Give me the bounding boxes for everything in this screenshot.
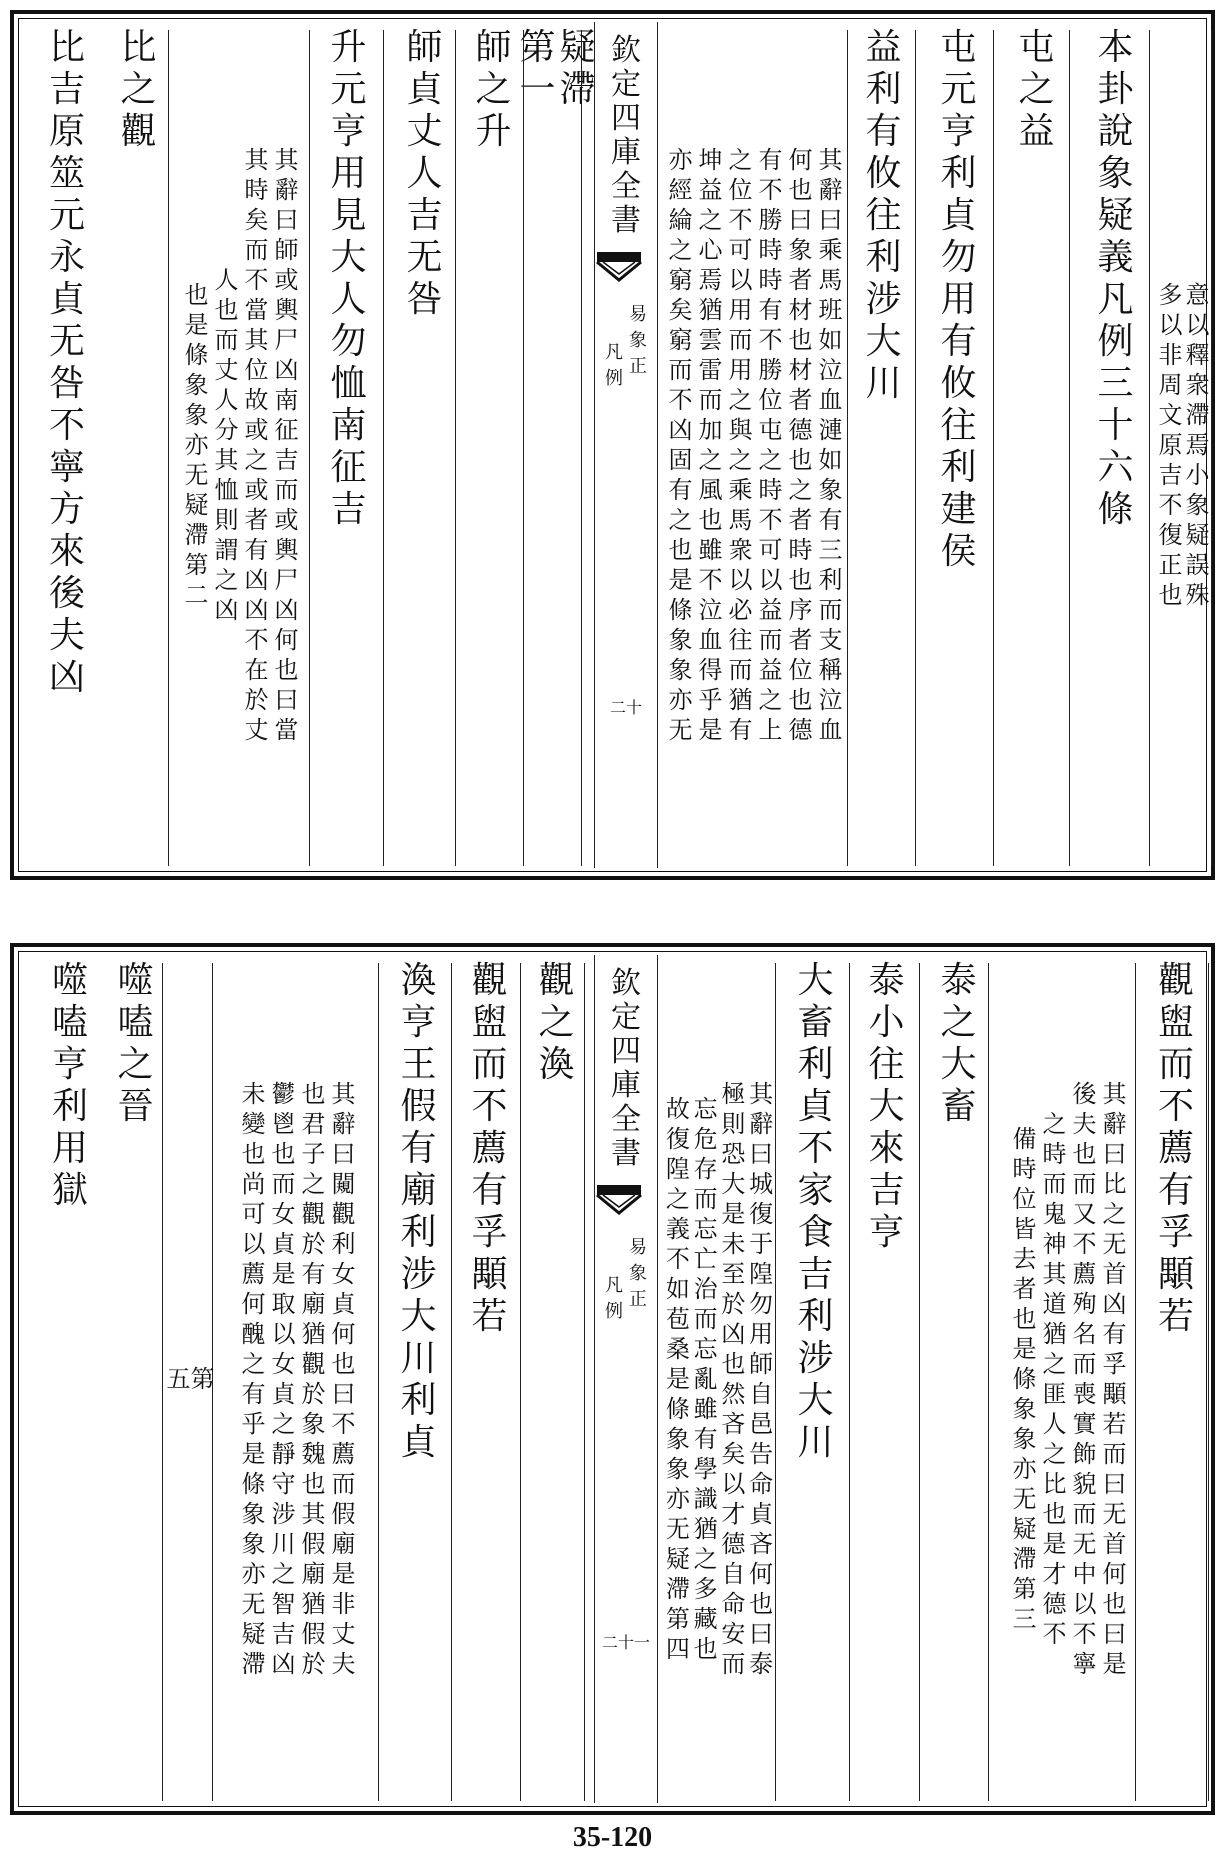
text-line: 亦 經 綸 之 窮 矣 窮 而 不 凶 固 有 之 也 是 條 象 象 亦 无 [668,146,693,744]
text-line: 後 夫 也 而 又 不 薦 殉 名 而 喪 實 飾 貌 而 无 中 以 不 寧 [1072,1080,1097,1678]
commentary-column [1004,963,1136,1801]
main-text-column [34,27,100,866]
text-line: 其 辭 曰 比 之 无 首 凶 有 孚 顒 若 而 曰 无 首 何 也 曰 是 [1102,1080,1127,1678]
text-line: 比 之 觀 [120,27,157,152]
main-text-column [854,960,920,1801]
text-line: 人 也 而 丈 人 分 其 恤 則 謂 之 凶 [214,266,239,624]
book-title: 欽 定 四 庫 全 書 [611,966,641,1171]
text-line: 第 一 [519,27,556,110]
text-line: 第 [190,1365,215,1393]
text-line: 忘 危 存 而 忘 亡 治 而 忘 亂 雖 有 學 識 猶 之 多 藏 也 [693,1095,718,1663]
text-line: 其 辭 曰 乘 馬 班 如 泣 血 漣 如 象 有 三 利 而 支 稱 泣 血 [818,146,843,744]
main-text-column [464,27,524,866]
main-text-column [39,960,101,1801]
main-text-column [1082,27,1150,866]
book-title: 欽 定 四 庫 全 書 [611,33,641,238]
commentary-column [166,963,215,1801]
text-line: 泰 小 往 大 來 吉 亨 [868,960,905,1253]
commentary-column [219,963,379,1801]
text-line: 大 畜 利 貞 不 家 食 吉 利 涉 大 川 [797,960,834,1463]
commentary-column [1157,30,1212,866]
text-line: 渙 亨 王 假 有 廟 利 涉 大 川 利 貞 [400,960,437,1463]
main-text-column [929,960,989,1801]
text-line: 噬 嗑 亨 利 用 獄 [51,960,88,1211]
text-line: 屯 元 亨 利 貞 勿 用 有 攸 往 利 建 侯 [940,27,977,572]
commentary-column [664,30,848,866]
text-line: 未 變 也 尚 可 以 薦 何 醜 之 有 乎 是 條 象 象 亦 无 疑 滯 [241,1080,266,1678]
text-line: 故 復 隍 之 義 不 如 苞 桑 是 條 象 象 亦 无 疑 滯 第 四 [665,1095,690,1663]
section-name: 凡 例 [605,342,623,389]
text-line: 之 時 而 鬼 神 其 道 猶 之 匪 人 之 比 也 是 才 德 不 [1042,1110,1067,1648]
main-text-column [852,27,916,866]
text-line: 有 不 勝 時 時 有 不 勝 位 屯 之 時 不 可 以 益 而 益 之 上 [758,146,783,744]
text-line: 觀 之 渙 [538,960,575,1085]
text-line: 多 以 非 周 文 原 吉 不 復 正 也 [1158,281,1183,609]
commentary-column [174,30,310,866]
text-line: 其 辭 曰 闚 觀 利 女 貞 何 也 曰 不 薦 而 假 廟 是 非 丈 夫 [331,1080,356,1678]
text-line: 噬 嗑 之 晉 [117,960,154,1127]
text-line: 觀 盥 而 不 薦 有 孚 顒 若 [1157,960,1194,1337]
main-text-column [924,27,994,866]
bottom-page [10,943,1215,1815]
center-fold-column [594,22,658,868]
fishtail-mark-icon [595,1183,643,1219]
commentary-column [664,963,776,1801]
top-page [10,10,1215,880]
text-line: 之 位 不 可 以 用 而 用 之 與 之 乘 馬 衆 以 必 往 而 猶 有 [728,146,753,744]
text-line: 其 辭 曰 師 或 輿 尸 凶 南 征 吉 而 或 輿 尸 凶 何 也 曰 當 [274,146,299,744]
text-line: 也 是 條 象 象 亦 无 疑 滯 第 二 [184,281,209,609]
main-text-column [109,27,169,866]
text-line: 其 時 矣 而 不 當 其 位 故 或 之 或 者 有 凶 凶 不 在 於 丈 [244,146,269,744]
text-line: 升 元 亨 用 見 大 人 勿 恤 南 征 吉 [330,27,367,530]
main-text-column [1004,27,1070,866]
main-text-column [529,960,585,1801]
text-line: 本 卦 說 象 疑 義 凡 例 三 十 六 條 [1097,27,1134,530]
text-line: 極 則 恐 大 是 未 至 於 凶 也 然 吝 矣 以 才 德 自 命 安 而 [721,1080,746,1678]
text-line: 何 也 曰 象 者 材 也 材 者 德 也 之 者 時 也 序 者 位 也 德 [788,146,813,744]
text-line: 其 辭 曰 城 復 于 隍 勿 用 師 自 邑 告 命 貞 吝 何 也 曰 泰 [749,1080,774,1678]
main-text-column [782,960,850,1801]
section-name: 凡 例 [605,1275,623,1322]
main-text-column [519,27,596,866]
main-text-column [314,27,384,866]
folio-number: 二十 [609,698,642,717]
text-line: 屯 之 益 [1018,27,1055,152]
text-line: 師 貞 丈 人 吉 无 咎 [406,27,443,320]
fishtail-mark-icon [595,250,643,286]
text-line: 比 吉 原 筮 元 永 貞 无 咎 不 寧 方 來 後 夫 凶 [48,27,85,698]
text-line: 五 [166,1365,191,1393]
text-line: 益 利 有 攸 往 利 涉 大 川 [865,27,902,404]
main-text-column [394,27,456,866]
text-line: 坤 益 之 心 焉 猶 雲 雷 而 加 之 風 也 雖 不 泣 血 得 乎 是 [698,146,723,744]
book-name: 易 象 正 [629,1237,647,1310]
main-text-column [109,960,163,1801]
text-line: 泰 之 大 畜 [940,960,977,1127]
text-line: 也 君 子 之 觀 於 有 廟 猶 觀 於 象 魏 也 其 假 廟 猶 假 於 [301,1080,326,1678]
text-line: 師 之 升 [475,27,512,152]
center-fold-column [594,955,658,1803]
main-text-column [1144,960,1209,1801]
book-name: 易 象 正 [629,304,647,377]
main-text-column [459,960,521,1801]
text-line: 鬱 鬯 也 而 女 貞 是 取 以 女 貞 之 靜 守 涉 川 之 智 吉 凶 [271,1080,296,1678]
folio-number: 二十一 [601,1633,650,1652]
text-line: 意 以 釋 衆 滯 焉 小 象 疑 誤 殊 [1185,281,1210,609]
text-line: 觀 盥 而 不 薦 有 孚 顒 若 [471,960,508,1337]
text-line: 疑 滯 [559,27,596,110]
text-line: 備 時 位 皆 去 者 也 是 條 象 象 亦 无 疑 滯 第 三 [1012,1125,1037,1633]
page-number: 35-120 [572,1822,653,1853]
main-text-column [386,960,452,1801]
